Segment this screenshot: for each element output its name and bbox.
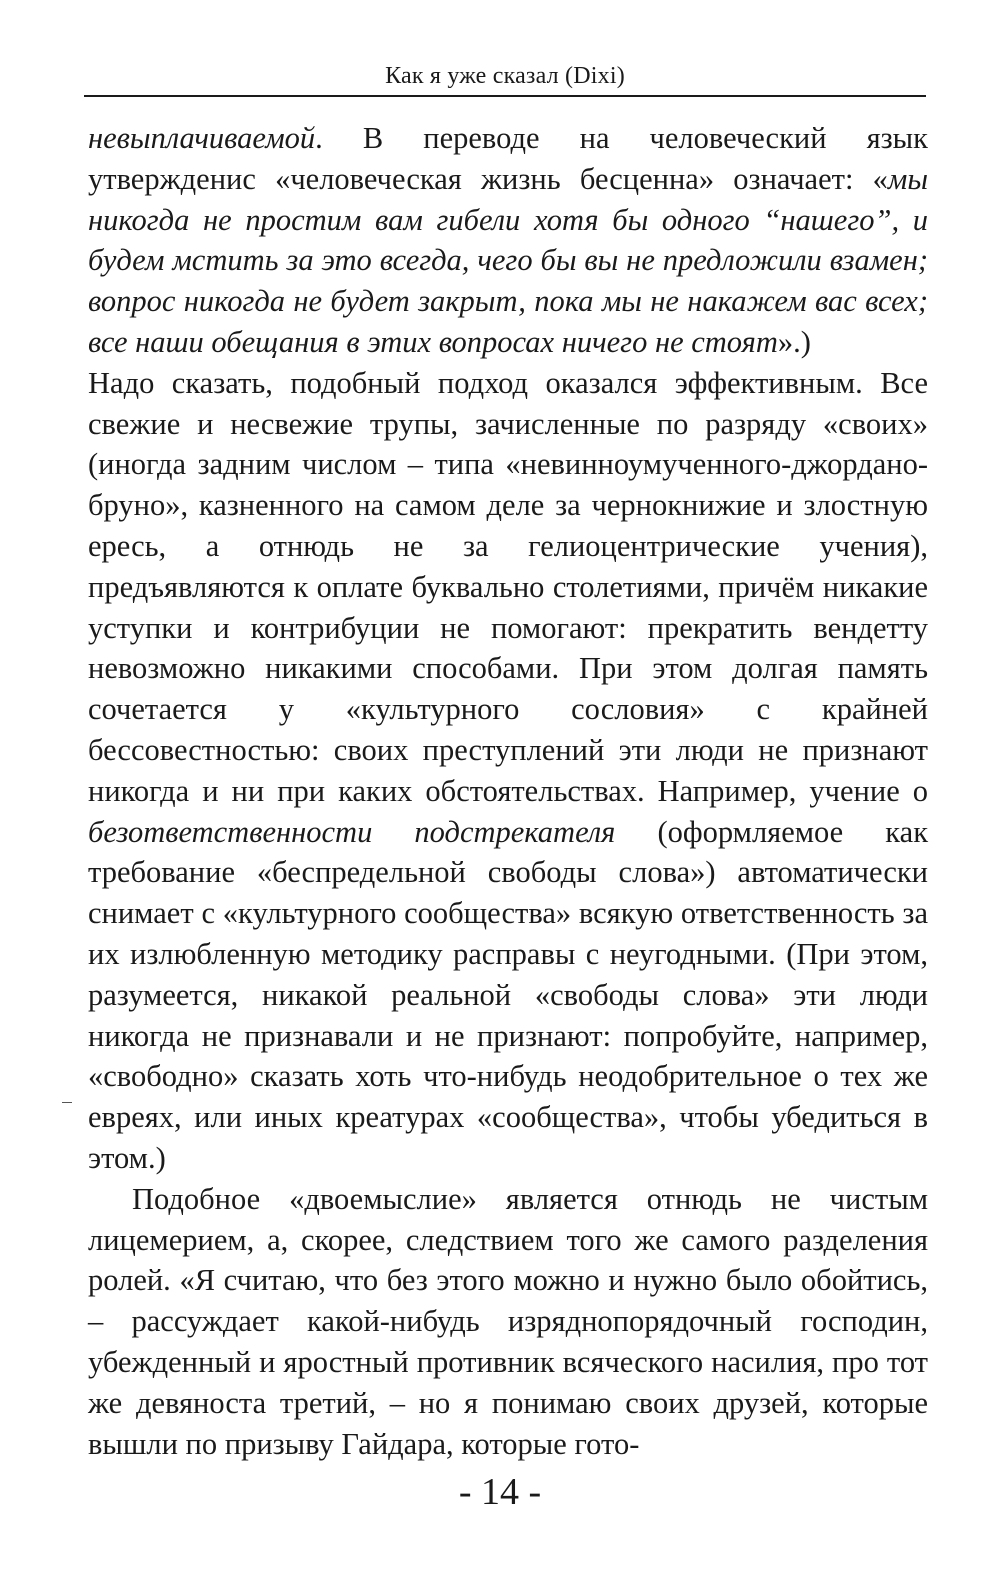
paragraph-1 xyxy=(88,118,928,363)
page-number: - 14 - xyxy=(458,1471,542,1513)
margin-mark xyxy=(62,1102,72,1103)
italic-term: безответственности подстрекателя xyxy=(88,814,616,849)
italic-quote: мы никогда не простим вам гибели хотя бы одного “нашего”, и будем мстить за это всегда, чего бы вы не предложили взамен; вопрос никогда не будет закрыт, пока мы не накажем вас всех; все наши обещания в этих вопросах ничего не стоят xyxy=(88,161,928,359)
running-header: Как я уже сказал (Dixi) xyxy=(385,63,625,89)
italic-span: невыплачиваемой xyxy=(88,121,316,155)
text-span: . В переводе на человеческий язык утвержденис «человеческая жизнь бесценна» означает: « xyxy=(88,121,928,196)
header-rule xyxy=(84,95,926,97)
text-span: Подобное «двоемыслие» является отнюдь не чистым лицемерием, а, скорее, следствием того же самого разделения ролей. «Я считаю, что без этого можно и нужно было обойтись, – рассуждает какой-нибудь изряднопорядочный господин, убежденный и яростный противник всяческого насилия, про тот же девяноста третий, – но я понимаю своих друзей, которые вышли по призыву Гайдара, которые гото- xyxy=(88,1181,928,1461)
text-span: (оформляемое как требование «беспредельной свободы слова») автоматически снимает с «культурного сообщества» всякую ответственность за их излюбленную методику расправы с неугодными. (При этом, разумеется, никакой реальной «свободы слова» эти люди никогда не признавали и не признают: попробуйте, например, «свободно» сказать хоть что-нибудь неодобрительное о тех же евреях, или иных креатурах «сообщества», чтобы убедиться в этом.) xyxy=(88,814,929,1175)
text-span: ».) xyxy=(777,324,811,359)
page-body xyxy=(88,118,928,1464)
paragraph-2 xyxy=(88,363,928,1179)
text-span: Надо сказать, подобный подход оказался эффективным. Все свежие и несвежие трупы, зачисленные по разряду «своих» (иногда задним числом – типа «невинноумученного-джордано-бруно», казненного на самом деле за чернокнижие и злостную ересь, а отнюдь не за гелиоцентрические учения), предъявляются к оплате буквально столетиями, причём никакие уступки и контрибуции не помогают: прекратить вендетту невозможно никакими способами. При этом долгая память сочетается у «культурного сословия» с крайней бессовестностью: своих преступлений эти люди не признают никогда и ни при каких обстоятельствах. Например, учение о xyxy=(88,365,928,808)
paragraph-3 xyxy=(88,1179,928,1465)
